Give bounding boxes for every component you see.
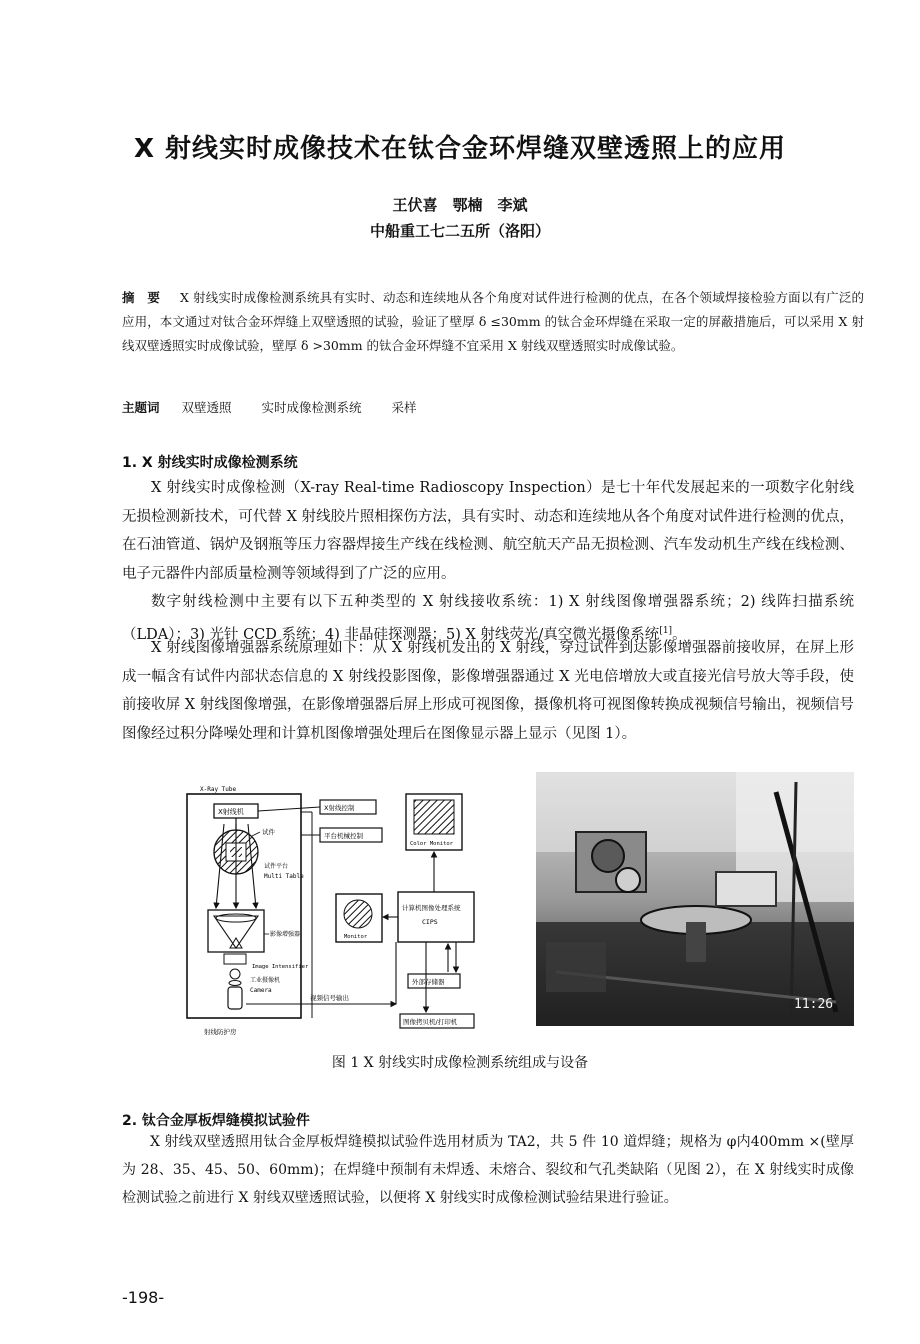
xray-machine-label: X射线机 bbox=[218, 808, 244, 816]
photo-timestamp: 11:26 bbox=[794, 997, 834, 1012]
section-1-paragraph-3: X 射线图像增强器系统原理如下：从 X 射线机发出的 X 射线，穿过试件到达影像增强器前接收屏，在屏上形成一幅含有试件内部状态信息的 X 射线投影图像，影像增强器通过 X 光电倍增放大或直接光信号放大等手段，使前接收屏 X 射线图像增强，在影像增强器后屏上形成可视图像，摄像机将可视图像转换成视频信号输出，视频信号图像经过积分降噪处理和计算机图像增强处理后在图像显示器上显示（见图 1）。 bbox=[122, 640, 854, 742]
section-1-paragraph-1: X 射线实时成像检测（X-ray Real-time Radioscopy Inspection）是七十年代发展起来的一项数字化射线无损检测新技术，可代替 X 射线胶片照相探伤方法，具有实时、动态和连续地从各个角度对试件进行检测的优点，在石油管道、锅炉及钢瓶等压力容器焊接生产线在线检测、航空航天产品无损检测、汽车发动机生产线在线检测、电子元器件内部质量检测等领域得到了广泛的应用。 bbox=[122, 480, 854, 582]
table-control-label: 平台机械控制 bbox=[324, 832, 363, 840]
keyword: 双壁透照 bbox=[181, 400, 232, 415]
page-number: -198- bbox=[122, 1288, 165, 1307]
section-1-heading: 1. X 射线实时成像检测系统 bbox=[122, 455, 298, 471]
intensifier-label-cn: 影像增强器 bbox=[270, 931, 301, 938]
table-label-cn: 试件平台 bbox=[264, 863, 289, 870]
xray-control-label: X射线控制 bbox=[324, 804, 355, 812]
monitor-label: Monitor bbox=[344, 934, 368, 940]
section-2-heading: 2. 钛合金厚板焊缝模拟试验件 bbox=[122, 1113, 310, 1129]
xray-tube-label: X-Ray Tube bbox=[200, 786, 237, 793]
enclosure-label: 射线防护房 bbox=[204, 1028, 237, 1036]
camera-label-en: Camera bbox=[250, 987, 272, 994]
color-monitor-label: Color Monitor bbox=[410, 841, 454, 847]
authors: 王伏喜 鄂楠 李斌 bbox=[392, 196, 528, 214]
cips-box bbox=[398, 892, 474, 942]
paragraph-end: 。 bbox=[672, 626, 687, 643]
abstract-label: 摘 要 bbox=[122, 290, 160, 305]
system-diagram bbox=[186, 782, 512, 1038]
abstract bbox=[122, 286, 864, 358]
cips-label-en: CIPS bbox=[422, 918, 438, 926]
keywords bbox=[122, 398, 864, 416]
keyword: 实时成像检测系统 bbox=[261, 400, 362, 415]
printer-label: 图像拷贝机/打印机 bbox=[403, 1018, 458, 1026]
table-label-en: Multi Table bbox=[264, 873, 304, 880]
equipment-photo bbox=[536, 772, 854, 1026]
camera-shape bbox=[228, 987, 242, 1009]
section-2-paragraph-1: X 射线双壁透照用钛合金厚板焊缝模拟试验件选用材质为 TA2，共 5 件 10 道焊缝；规格为 φ内400mm ×(壁厚为 28、35、45、50、60mm)；在焊缝中预制有未焊透、未熔合、裂纹和气孔类缺陷（见图 2），在 X 射线实时成像检测试验之前进行 X 射线双壁透照试验，以便将 X 射线实时成像检测试验结果进行验证。 bbox=[122, 1134, 854, 1206]
camera-label-cn: 工业摄像机 bbox=[250, 977, 281, 984]
abstract-text: X 射线实时成像检测系统具有实时、动态和连续地从各个角度对试件进行检测的优点，在各个领域焊接检验方面以有广泛的应用，本文通过对钛合金环焊缝上双壁透照的试验，验证了壁厚 δ ≤30mm 的钛合金环焊缝在采取一定的屏蔽措施后，可以采用 X 射线双壁透照实时成像试验，壁厚 δ >30mm 的钛合金环焊缝不宜采用 X 射线双壁透照实时成像试验。 bbox=[122, 290, 864, 353]
intensifier-label-en: Image Intensifier bbox=[252, 964, 309, 970]
figure-1-caption: 图 1 X 射线实时成像检测系统组成与设备 bbox=[331, 1055, 589, 1071]
keywords-label: 主题词 bbox=[122, 400, 160, 415]
workpiece-label: 试件 bbox=[262, 828, 275, 836]
keyword: 采样 bbox=[391, 400, 417, 415]
paragraph-text: 数字射线检测中主要有以下五种类型的 X 射线接收系统：1) X 射线图像增强器系统；2) 线阵扫描系统（LDA）；3) 光针 CCD 系统；4) 非晶硅探测器；5) X 射线荧光/真空微光摄像系统 bbox=[122, 594, 854, 643]
video-output-label: 视频信号输出 bbox=[310, 994, 349, 1002]
citation: [1] bbox=[659, 625, 673, 636]
affiliation: 中船重工七二五所（洛阳） bbox=[369, 222, 550, 240]
enclosure-frame bbox=[187, 794, 301, 1018]
external-storage-label: 外部存储器 bbox=[412, 978, 445, 986]
paper-title: X 射线实时成像技术在钛合金环焊缝双壁透照上的应用 bbox=[133, 134, 787, 164]
cips-label-cn: 计算机图像处理系统 bbox=[402, 904, 461, 912]
